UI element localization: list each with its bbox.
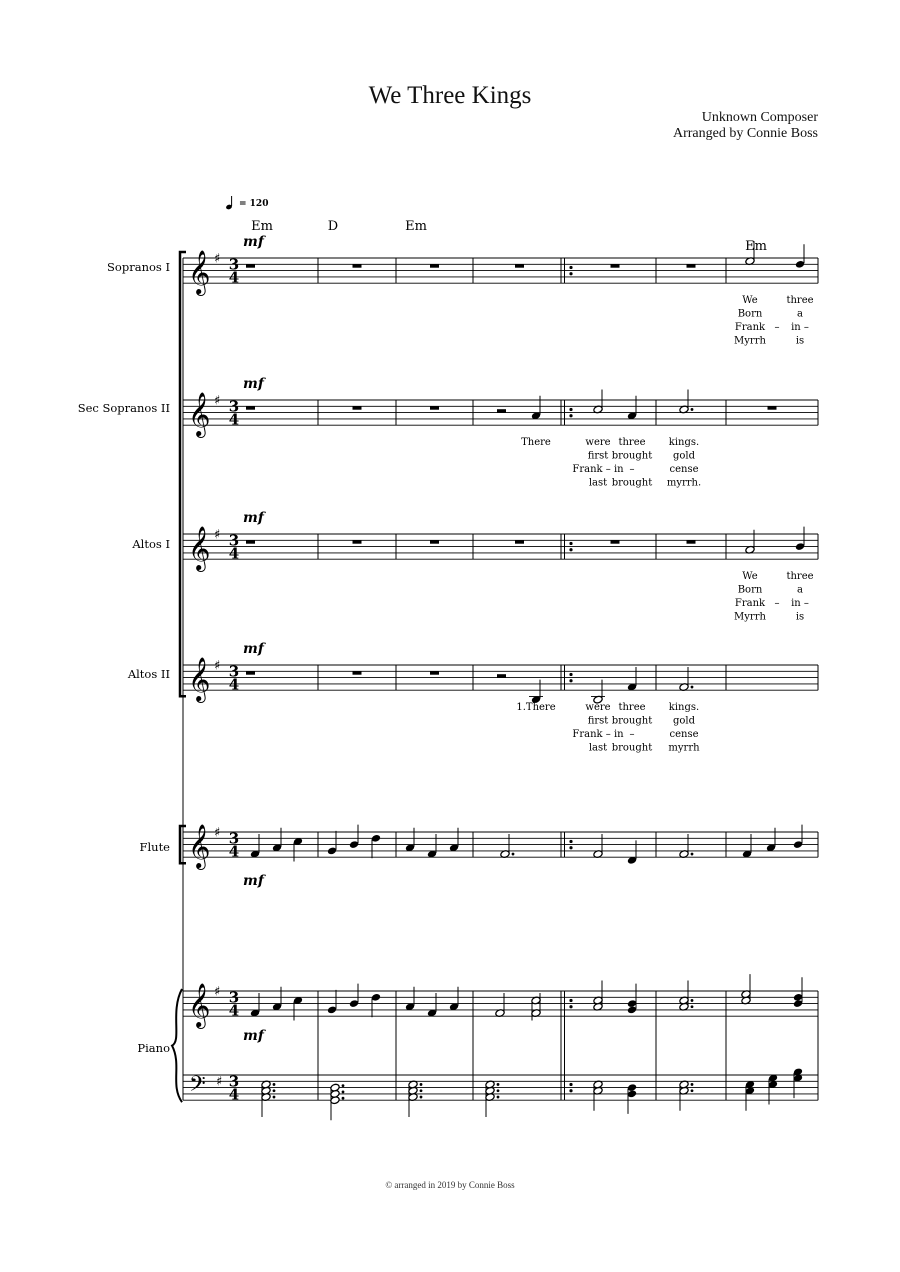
lyric: were xyxy=(585,702,611,714)
dot xyxy=(691,686,694,689)
lyric: first xyxy=(587,450,609,462)
lyric: gold xyxy=(672,715,696,727)
time-signature: 3 xyxy=(228,397,240,416)
lyric: Frank xyxy=(734,598,766,610)
chord-symbols xyxy=(251,219,767,254)
chord-symbol: Em xyxy=(745,239,767,254)
dot xyxy=(497,1083,500,1086)
arranger-name: Arranged by Connie Boss xyxy=(672,126,818,141)
dynamic-mark: mf xyxy=(243,234,264,250)
staff-system xyxy=(78,234,818,1120)
whole-rest-icon xyxy=(353,540,362,543)
staff-label: Altos II xyxy=(127,667,170,681)
repeat-dot xyxy=(569,542,572,545)
lyric: were xyxy=(585,437,611,449)
dynamic-mark: mf xyxy=(243,641,264,657)
lyric: kings. xyxy=(668,437,700,449)
dot xyxy=(273,1089,276,1092)
time-signature: 3 xyxy=(228,988,240,1007)
lyric: brought xyxy=(611,450,653,462)
time-signature: 4 xyxy=(228,1001,240,1020)
repeat-dot xyxy=(569,266,572,269)
dot xyxy=(420,1089,423,1092)
copyright-footer: © arranged in 2019 by Connie Boss xyxy=(385,1180,515,1190)
time-signature: 4 xyxy=(228,1085,240,1104)
lyric: a xyxy=(797,584,803,596)
repeat-dot xyxy=(569,999,572,1002)
score-title: We Three Kings xyxy=(368,82,532,109)
lyric: myrrh. xyxy=(666,477,702,489)
lyric: brought xyxy=(611,742,653,754)
repeat-dot xyxy=(569,272,572,275)
repeat-dot xyxy=(569,673,572,676)
time-signature: 4 xyxy=(228,410,240,429)
lyric: Frank – in xyxy=(572,464,624,476)
lyric: Frank xyxy=(734,322,766,334)
whole-rest-icon xyxy=(687,264,696,267)
treble-clef-icon: 𝄞 xyxy=(188,657,211,702)
sharp-icon: ♯ xyxy=(216,1074,223,1090)
chord-symbol: Em xyxy=(251,219,273,234)
lyric: myrrh xyxy=(668,742,700,754)
lyric: Frank – in xyxy=(572,729,624,741)
dot xyxy=(691,1089,694,1092)
lyric: kings. xyxy=(668,702,700,714)
lyric: – xyxy=(774,322,780,334)
sharp-icon: ♯ xyxy=(214,393,221,409)
treble-clef-icon: 𝄞 xyxy=(188,983,211,1028)
whole-rest-icon xyxy=(430,406,439,409)
repeat-dot xyxy=(569,1089,572,1092)
whole-rest-icon xyxy=(430,671,439,674)
lyric: gold xyxy=(672,450,696,462)
dot xyxy=(512,853,515,856)
dot xyxy=(342,1091,345,1094)
dot xyxy=(691,408,694,411)
lyric: is xyxy=(795,335,805,347)
sharp-icon: ♯ xyxy=(214,825,221,841)
lyric: in – xyxy=(791,598,809,610)
lyric: Myrrh xyxy=(734,335,766,347)
dot xyxy=(420,1096,423,1099)
time-signature: 3 xyxy=(228,1072,240,1091)
dot xyxy=(497,1096,500,1099)
lyric: three xyxy=(618,437,646,449)
dynamic-mark: mf xyxy=(243,1028,264,1045)
dynamic-mark: mf xyxy=(243,510,264,526)
sharp-icon: ♯ xyxy=(214,658,221,674)
dynamic-mark: mf xyxy=(243,873,264,890)
dot xyxy=(342,1097,345,1100)
chord-symbol: D xyxy=(327,219,339,234)
dot xyxy=(691,999,694,1002)
lyric: Born xyxy=(737,584,763,596)
treble-clef-icon: 𝄞 xyxy=(188,824,211,869)
time-signature: 4 xyxy=(228,842,240,861)
dot xyxy=(691,1005,694,1008)
lyric: Myrrh xyxy=(734,611,766,623)
dot xyxy=(691,1083,694,1086)
sharp-icon: ♯ xyxy=(214,251,221,267)
whole-rest-icon xyxy=(611,264,620,267)
repeat-dot xyxy=(569,1083,572,1086)
lyric: last xyxy=(588,742,608,754)
piano-brace xyxy=(172,989,182,1102)
repeat-dot xyxy=(569,1005,572,1008)
whole-rest-icon xyxy=(430,540,439,543)
time-signature: 4 xyxy=(228,675,240,694)
time-signature: 3 xyxy=(228,255,240,274)
dot xyxy=(420,1083,423,1086)
time-signature: 4 xyxy=(228,544,240,563)
dot xyxy=(342,1084,345,1087)
whole-rest-icon xyxy=(687,540,696,543)
whole-rest-icon xyxy=(353,671,362,674)
dot xyxy=(497,1089,500,1092)
tempo-mark xyxy=(225,196,268,210)
lyric: – xyxy=(774,598,780,610)
dot xyxy=(273,1083,276,1086)
repeat-dot xyxy=(569,408,572,411)
staff-label: Flute xyxy=(139,840,170,854)
tempo-text: = 120 xyxy=(239,199,269,209)
whole-rest-icon xyxy=(353,264,362,267)
repeat-dot xyxy=(569,846,572,849)
lyric: brought xyxy=(611,715,653,727)
lyric: three xyxy=(786,571,814,583)
repeat-dot xyxy=(569,679,572,682)
lyric: We xyxy=(742,295,758,307)
lyric: brought xyxy=(611,477,653,489)
whole-rest-icon xyxy=(246,406,255,409)
lyric: three xyxy=(786,295,814,307)
composer-name: Unknown Composer xyxy=(701,110,818,125)
chord-symbol: Em xyxy=(405,219,427,234)
repeat-dot xyxy=(569,414,572,417)
lyric: There xyxy=(521,437,551,449)
lyric: three xyxy=(618,702,646,714)
whole-rest-icon xyxy=(246,540,255,543)
time-signature: 3 xyxy=(228,829,240,848)
lyric: in – xyxy=(791,322,809,334)
time-signature: 3 xyxy=(228,531,240,550)
half-rest-icon xyxy=(497,674,506,677)
whole-rest-icon xyxy=(515,264,524,267)
lyric: Born xyxy=(737,308,763,320)
treble-clef-icon: 𝄞 xyxy=(188,526,211,571)
lyric: is xyxy=(795,611,805,623)
time-signature: 3 xyxy=(228,662,240,681)
staff-label: Sopranos I xyxy=(107,260,170,274)
whole-rest-icon xyxy=(515,540,524,543)
treble-clef-icon: 𝄞 xyxy=(188,392,211,437)
lyric: last xyxy=(588,477,608,489)
dynamic-mark: mf xyxy=(243,376,264,392)
staff-label: Sec Sopranos II xyxy=(77,401,170,415)
staff-label: Piano xyxy=(137,1041,170,1055)
lyric: first xyxy=(587,715,609,727)
lyric: 1.There xyxy=(516,702,556,714)
half-rest-icon xyxy=(497,409,506,412)
dot xyxy=(691,853,694,856)
whole-rest-icon xyxy=(611,540,620,543)
treble-clef-icon: 𝄞 xyxy=(188,250,211,295)
whole-rest-icon xyxy=(768,406,777,409)
sharp-icon: ♯ xyxy=(214,984,221,1000)
staff-label: Altos I xyxy=(132,537,170,551)
repeat-dot xyxy=(569,548,572,551)
lyric: cense xyxy=(669,729,699,741)
bass-clef-icon: 𝄢 xyxy=(189,1072,206,1103)
lyric: cense xyxy=(669,464,699,476)
whole-rest-icon xyxy=(246,264,255,267)
lyric: We xyxy=(742,571,758,583)
lyric: – xyxy=(629,464,635,476)
whole-rest-icon xyxy=(353,406,362,409)
dot xyxy=(273,1096,276,1099)
repeat-dot xyxy=(569,840,572,843)
whole-rest-icon xyxy=(246,671,255,674)
time-signature: 4 xyxy=(228,268,240,287)
lyric: a xyxy=(797,308,803,320)
sharp-icon: ♯ xyxy=(214,527,221,543)
lyric: – xyxy=(629,729,635,741)
whole-rest-icon xyxy=(430,264,439,267)
